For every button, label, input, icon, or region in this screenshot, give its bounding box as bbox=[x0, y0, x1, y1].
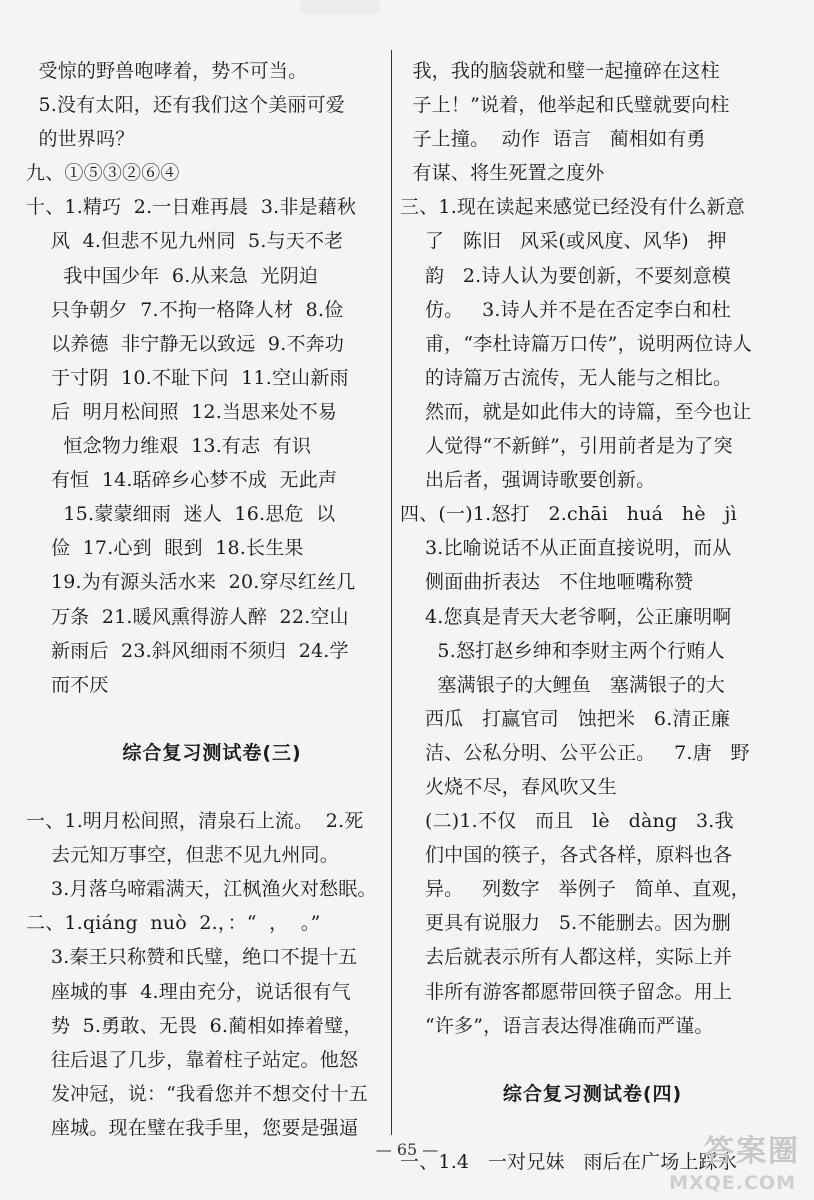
text-line: 只争朝夕 7.不拘一格降人材 8.俭 bbox=[26, 298, 344, 321]
text-line: 风 4.但悲不见九州同 5.与天不老 bbox=[26, 230, 344, 253]
text-line: 15.蒙蒙细雨 迷人 16.思危 以 bbox=[26, 503, 336, 526]
text-line: 恒念物力维艰 13.有志 有识 bbox=[26, 435, 312, 458]
text-line bbox=[26, 702, 398, 736]
text-line: 的诗篇万古流传，无人能与之相比。 bbox=[400, 366, 733, 389]
watermark-url: MXQE.COM bbox=[669, 1172, 796, 1194]
text-line: 们中国的筷子，各式各样，原料也各 bbox=[400, 844, 733, 867]
text-line: 有谋、将生死置之度外 bbox=[400, 162, 605, 185]
text-line bbox=[400, 1043, 785, 1077]
text-line: 侧面曲折表达 不住地咂嘴称赞 bbox=[400, 571, 694, 594]
text-line: 去后就表示所有人都这样，实际上并 bbox=[400, 946, 733, 969]
left-column bbox=[26, 54, 398, 1145]
scan-smudge bbox=[300, 0, 380, 14]
text-line bbox=[26, 770, 398, 804]
section-heading: 综合复习测试卷(三) bbox=[122, 741, 302, 764]
text-line: 非所有游客都愿带回筷子留念。用上 bbox=[400, 980, 733, 1003]
text-line: 子上撞。 动作 语言 蔺相如有勇 bbox=[400, 128, 706, 151]
text-line: 一、1.明月松间照，清泉石上流。 2.死 bbox=[26, 810, 364, 833]
text-line: 座城。现在璧在我手里，您要是强逼 bbox=[26, 1116, 359, 1139]
section-heading: 综合复习测试卷(四) bbox=[502, 1082, 683, 1105]
text-line: 5.没有太阳，还有我们这个美丽可爱 bbox=[26, 94, 346, 117]
text-line: 新雨后 23.斜风细雨不须归 24.学 bbox=[26, 639, 349, 662]
text-line: 的世界吗？ bbox=[26, 128, 135, 151]
text-line: 韵 2.诗人认为要创新，不要刻意模 bbox=[400, 264, 732, 287]
text-line: 5.怒打赵乡绅和李财主两个行贿人 bbox=[400, 639, 725, 662]
text-line: 3.秦王只称赞和氏璧，绝口不提十五 bbox=[26, 946, 358, 969]
text-line: 四、(一)1.怒打 2.chāi huá hè jì bbox=[400, 503, 737, 526]
text-line: 受惊的野兽咆哮着，势不可当。 bbox=[26, 60, 308, 82]
text-line: 我中国少年 6.从来急 光阴迫 bbox=[26, 264, 319, 287]
text-line: 座城的事 4.理由充分，说话很有气 bbox=[26, 980, 351, 1003]
text-line: 九、①⑤③②⑥④ bbox=[26, 162, 180, 185]
text-line: 仿。 3.诗人并不是在否定李白和杜 bbox=[400, 298, 732, 321]
column-divider bbox=[391, 50, 392, 1135]
text-line: 人觉得“不新鲜”，引用前者是为了突 bbox=[400, 435, 733, 458]
text-line: 4.您真是青天大老爷啊，公正廉明啊 bbox=[400, 605, 732, 628]
text-line: 势 5.勇敢、无畏 6.蔺相如捧着璧， bbox=[26, 1014, 363, 1037]
text-line: 了 陈旧 风采(或风度、风华) 押 bbox=[400, 230, 727, 253]
text-line: 更具有说服力 5.不能删去。因为删 bbox=[400, 912, 732, 935]
text-line: 一、1.4 一对兄妹 雨后在广场上踩水 bbox=[400, 1151, 738, 1173]
text-line: 火烧不尽，春风吹又生 bbox=[400, 775, 617, 798]
text-line: 万条 21.暖风熏得游人醉 22.空山 bbox=[26, 605, 349, 628]
text-line: 19.为有源头活水来 20.穿尽红丝几 bbox=[26, 571, 356, 594]
text-line: 俭 17.心到 眼到 18.长生果 bbox=[26, 537, 304, 560]
text-line: 塞满银子的大鲤鱼 塞满银子的大 bbox=[400, 673, 725, 696]
text-line: (二)1.不仅 而且 lè dàng 3.我 bbox=[400, 810, 734, 833]
text-line: 三、1.现在读起来感觉已经没有什么新意 bbox=[400, 196, 745, 219]
text-line: 3.比喻说话不从正面直接说明，而从 bbox=[400, 537, 732, 560]
text-line: 往后退了几步，靠着柱子站定。他怒 bbox=[26, 1048, 359, 1071]
text-line: 去元知万事空，但悲不见九州同。 bbox=[26, 844, 339, 867]
page-number: — 65 — bbox=[375, 1140, 439, 1159]
text-line: 异。 列数字 举例子 简单、直观， bbox=[400, 878, 750, 901]
text-line: 而不厌 bbox=[26, 673, 109, 696]
text-line: 子上！”说着，他举起和氏璧就要向柱 bbox=[400, 94, 730, 117]
text-line: 发冲冠，说：“我看您并不想交付十五 bbox=[26, 1082, 369, 1105]
text-line: “许多”，语言表达得准确而严谨。 bbox=[400, 1014, 714, 1037]
text-line: 于寸阴 10.不耻下问 11.空山新雨 bbox=[26, 366, 349, 389]
text-line: 洁、公私分明、公平公正。 7.唐 野 bbox=[400, 741, 750, 764]
text-line: 二、1.qiáng nuò 2.，：“ ， 。” bbox=[26, 912, 321, 935]
text-line: 我，我的脑袋就和璧一起撞碎在这柱 bbox=[400, 60, 720, 82]
right-column bbox=[400, 54, 785, 1179]
text-line: 然而，就是如此伟大的诗篇，至今也让 bbox=[400, 400, 752, 423]
text-line: 以养德 非宁静无以致远 9.不奔功 bbox=[26, 332, 345, 355]
text-line: 西瓜 打赢官司 蚀把米 6.清正廉 bbox=[400, 707, 731, 730]
text-line: 后 明月松间照 12.当思来处不易 bbox=[26, 400, 338, 423]
watermark-logo: 答案圈 bbox=[704, 1134, 800, 1169]
text-line: 有恒 14.聒碎乡心梦不成 无此声 bbox=[26, 469, 338, 492]
text-line: 十、1.精巧 2.一日难再晨 3.非是藉秋 bbox=[26, 196, 357, 219]
text-line: 3.月落乌啼霜满天，江枫渔火对愁眠。 bbox=[26, 878, 377, 901]
text-line: 甫，“李杜诗篇万口传”，说明两位诗人 bbox=[400, 332, 752, 355]
text-line: 出后者，强调诗歌要创新。 bbox=[400, 469, 656, 492]
